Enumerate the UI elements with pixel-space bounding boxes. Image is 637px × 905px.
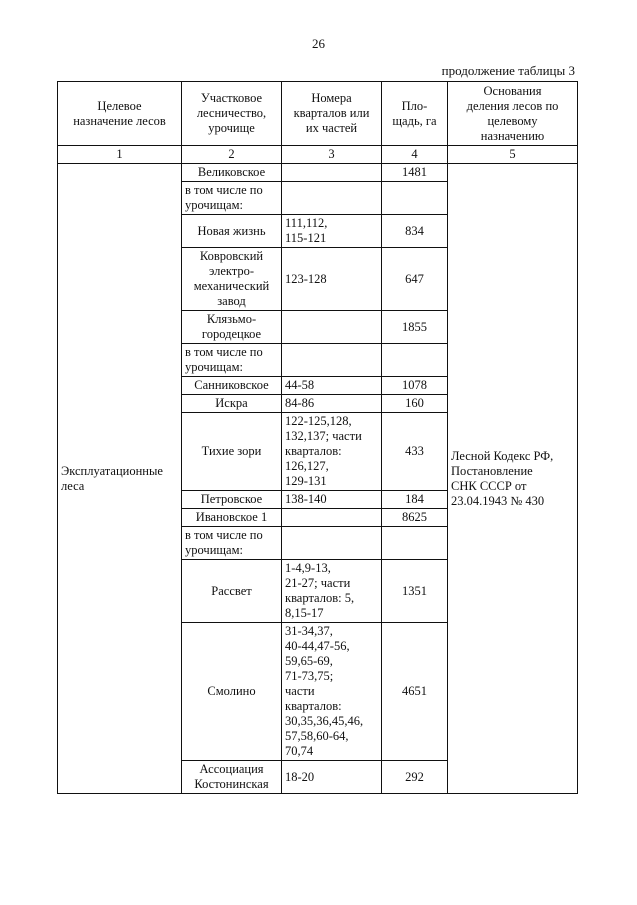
table-continuation-label: продолжение таблицы 3 [441, 63, 575, 78]
quarter-numbers [282, 527, 382, 560]
header-quarters: Номера кварталов или их частей [282, 82, 382, 146]
quarter-numbers: 44-58 [282, 377, 382, 395]
quarter-numbers [282, 164, 382, 182]
quarter-numbers: 111,112, 115-121 [282, 215, 382, 248]
header-purpose: Целевое назначение лесов [58, 82, 182, 146]
quarter-numbers: 18-20 [282, 761, 382, 794]
area-value [382, 344, 448, 377]
forestry-name: Клязьмо- городецкое [182, 311, 282, 344]
column-number: 1 [58, 146, 182, 164]
column-number: 2 [182, 146, 282, 164]
subgroup-label: в том числе по урочищам: [182, 527, 282, 560]
area-value: 160 [382, 395, 448, 413]
area-value: 433 [382, 413, 448, 491]
quarter-numbers [282, 344, 382, 377]
area-value: 1481 [382, 164, 448, 182]
forest-division-table [57, 81, 578, 794]
forestry-name: Санниковское [182, 377, 282, 395]
forestry-name: Ивановское 1 [182, 509, 282, 527]
forestry-name: Ассоциация Костонинская [182, 761, 282, 794]
subgroup-label: в том числе по урочищам: [182, 344, 282, 377]
area-value: 1855 [382, 311, 448, 344]
column-number: 5 [448, 146, 578, 164]
quarter-numbers: 1-4,9-13, 21-27; части кварталов: 5, 8,15-17 [282, 560, 382, 623]
area-value: 1078 [382, 377, 448, 395]
forestry-name: Петровское [182, 491, 282, 509]
forestry-name: Новая жизнь [182, 215, 282, 248]
forestry-name: Тихие зори [182, 413, 282, 491]
column-number-row [58, 146, 578, 164]
quarter-numbers: 123-128 [282, 248, 382, 311]
forestry-name: Искра [182, 395, 282, 413]
quarter-numbers: 122-125,128, 132,137; части кварталов: 126,127, 129-131 [282, 413, 382, 491]
forestry-name: Рассвет [182, 560, 282, 623]
area-value [382, 527, 448, 560]
quarter-numbers: 84-86 [282, 395, 382, 413]
quarter-numbers: 138-140 [282, 491, 382, 509]
subgroup-label: в том числе по урочищам: [182, 182, 282, 215]
area-value: 647 [382, 248, 448, 311]
column-number: 3 [282, 146, 382, 164]
page-number: 26 [312, 36, 325, 51]
quarter-numbers [282, 509, 382, 527]
area-value: 1351 [382, 560, 448, 623]
header-basis: Основания деления лесов по целевому назначению [448, 82, 578, 146]
area-value: 8625 [382, 509, 448, 527]
quarter-numbers [282, 311, 382, 344]
area-value: 4651 [382, 623, 448, 761]
area-value [382, 182, 448, 215]
forestry-name: Ковровский электро- механический завод [182, 248, 282, 311]
header-forestry: Участковое лесничество, урочище [182, 82, 282, 146]
quarter-numbers: 31-34,37, 40-44,47-56, 59,65-69, 71-73,75; части кварталов: 30,35,36,45,46, 57,58,60-64, 70,74 [282, 623, 382, 761]
header-row [58, 82, 578, 146]
division-basis-cell: Лесной Кодекс РФ, Постановление СНК СССР от 23.04.1943 № 430 [448, 164, 578, 794]
forestry-name: Смолино [182, 623, 282, 761]
forest-purpose-cell: Эксплуатационные леса [58, 164, 182, 794]
forestry-name: Великовское [182, 164, 282, 182]
quarter-numbers [282, 182, 382, 215]
area-value: 292 [382, 761, 448, 794]
table-row [58, 164, 578, 182]
column-number: 4 [382, 146, 448, 164]
header-area: Пло- щадь, га [382, 82, 448, 146]
area-value: 184 [382, 491, 448, 509]
area-value: 834 [382, 215, 448, 248]
